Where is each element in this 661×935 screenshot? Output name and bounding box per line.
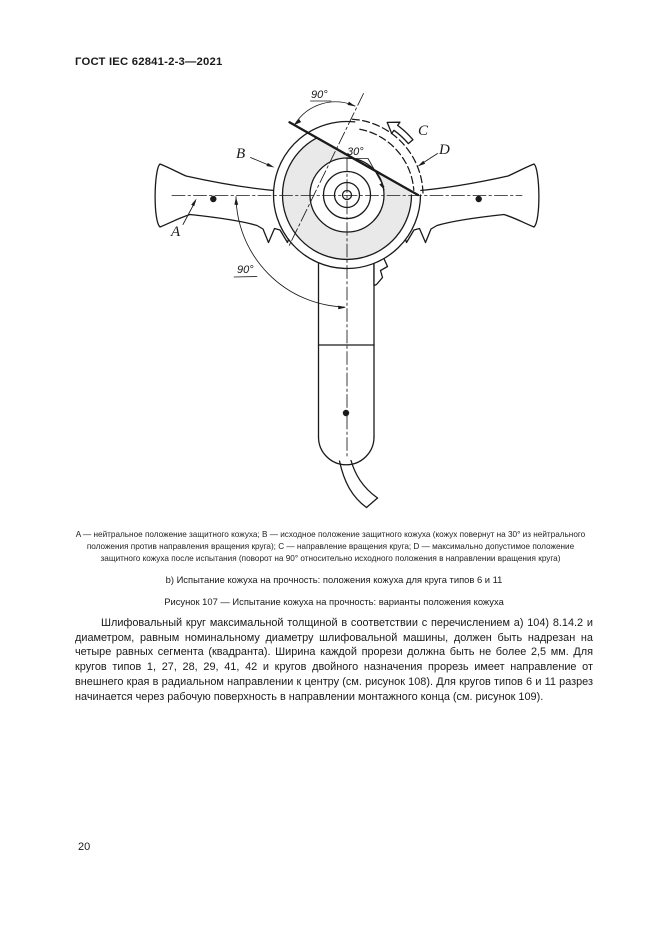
force-dot-body [343,410,349,416]
legend-line-3: защитного кожуха после испытания (поворот на 90° относительно исходного положения в направлении вращения круга) [100,553,561,563]
label-a: A [171,224,181,240]
angle-90-top: 90° [311,89,328,101]
power-cable [340,461,378,508]
figure-caption: Рисунок 107 — Испытание кожуха на прочность: варианты положения кожуха [164,596,504,607]
document-header: ГОСТ IEC 62841-2-3—2021 [75,56,223,68]
legend-line-1: A — нейтральное положение защитного кожуха; B — исходное положение защитного кожуха (кожух повернут на 30° из нейтрального [75,530,586,539]
wheel-and-guard [274,94,424,269]
grinder-body [319,257,388,465]
label-d: D [439,142,450,158]
figure-subcaption: b) Испытание кожуха на прочность: положения кожуха для круга типов 6 и 11 [165,574,503,585]
force-dot-right-handle [476,196,482,202]
label-c: C [418,123,429,139]
force-dot-left-handle [210,196,216,202]
legend-line-2: положения против направления вращения круга); C — направление вращения круга; D — максимально допустимое положение [86,541,575,551]
label-b: B [236,146,246,162]
angle-90-left: 90° [237,264,254,276]
angle-30-chord: 30° [347,146,364,158]
page-number: 20 [78,841,91,853]
body-paragraph: Шлифовальный круг максимальной толщиной в соответствии с перечислением а) 104) 8.14.2 и диаметром, равным номинальному диаметру шлифовальной машины, должен быть надрезан на четыре равных сегмента (квадранта). Ширина каждой прорези должна быть не более 2,5 мм. Для кругов типов 1, 27, 28, 29, 41, 42 и кругов двойного назначения прорезь имеет направление от внешнего края в радиальном направлении к центру (см. рисунок 108). Для кругов типов 6 и 11 разрез начинается через рабочую поверхность в направлении монтажного конца (см. рисунок 109). [75,617,593,703]
figure-legend [30,529,631,564]
